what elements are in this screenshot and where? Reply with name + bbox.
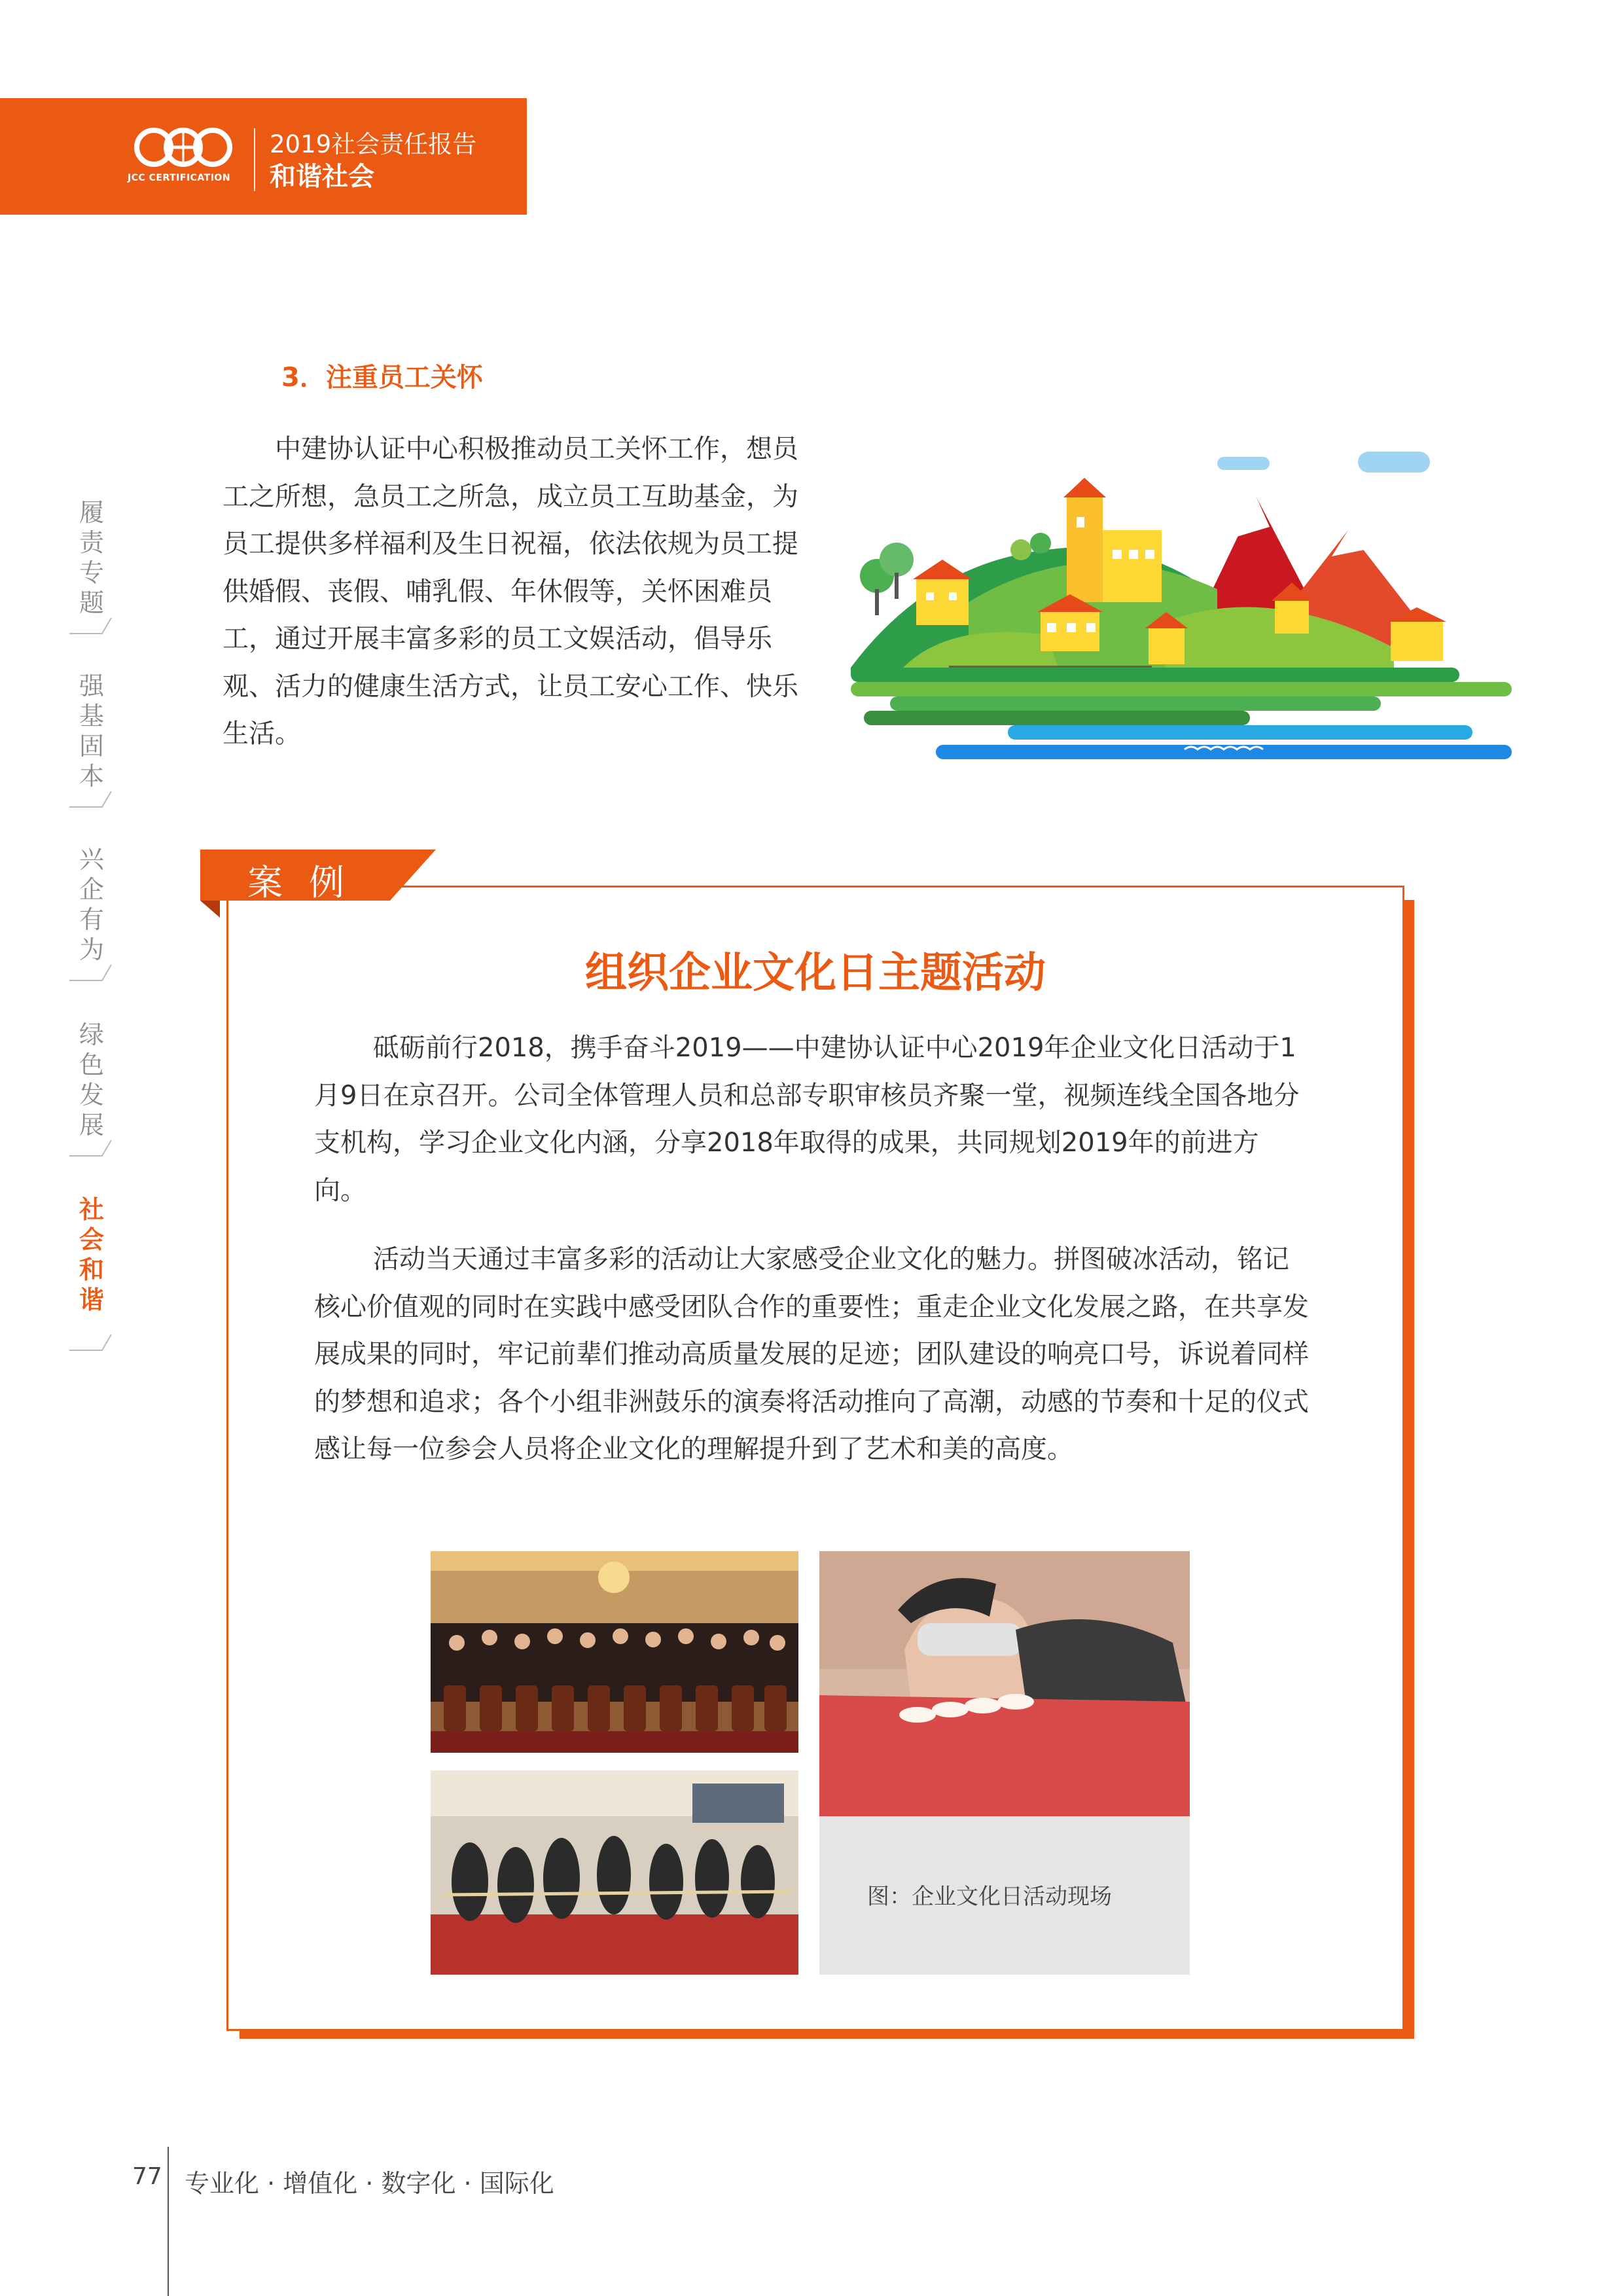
page-number: 77 (132, 2163, 162, 2190)
footer-slogan: 专业化 · 增值化 · 数字化 · 国际化 (185, 2169, 554, 2198)
case-paragraph: 砥砺前行2018，携手奋斗2019——中建协认证中心2019年企业文化日活动于1月9日在京召开。公司全体管理人员和总部专职审核员齐聚一堂，视频连线全国各地分支机构，学习企业文化内涵，分享2018年取得的成果，共同规划2019年的前进方向。 (314, 1033, 1300, 1206)
village-illustration (851, 452, 1512, 759)
side-nav-divider (69, 1332, 113, 1352)
section-heading: 3．注重员工关怀 (281, 363, 483, 393)
report-title: 2019社会责任报告 (270, 130, 477, 158)
side-nav-item-fulfill[interactable]: 履责专题 (79, 498, 104, 617)
side-nav-item-green[interactable]: 绿色发展 (79, 1020, 104, 1139)
section-paragraph: 中建协认证中心积极推动员工关怀工作，想员工之所想，急员工之所急，成立员工互助基金，为员工提供多样福利及生日祝福，依法依规为员工提供婚假、丧假、哺乳假、年休假等，关怀困难员工，通过开展丰富多彩的员工文娱活动，倡导乐观、活力的健康生活方式，让员工安心工作、快乐生活。 (223, 434, 798, 749)
drum-performance-photo (431, 1551, 798, 1753)
header-divider (254, 128, 255, 191)
side-nav-item-society[interactable]: 社会和谐 (79, 1195, 104, 1314)
side-nav-divider (69, 789, 113, 808)
chapter-title: 和谐社会 (270, 162, 374, 192)
tug-of-war-photo (431, 1770, 798, 1975)
side-nav-item-foundation[interactable]: 强基固本 (79, 672, 104, 791)
photo-caption: 图：企业文化日活动现场 (867, 1884, 1112, 1910)
case-title: 组织企业文化日主题活动 (585, 949, 1046, 997)
case-label: 案例 (247, 862, 370, 903)
logo-text: JCC CERTIFICATION (128, 173, 231, 183)
side-nav-divider (69, 962, 113, 982)
game-activity-photo (819, 1551, 1190, 1816)
jcc-logo-icon (131, 124, 236, 170)
side-nav-divider (69, 615, 113, 635)
case-paragraph: 活动当天通过丰富多彩的活动让大家感受企业文化的魅力。拼图破冰活动，铭记核心价值观的同时在实践中感受团队合作的重要性；重走企业文化发展之路，在共享发展成果的同时，牢记前辈们推动高质量发展的足迹；团队建设的响亮口号，诉说着同样的梦想和追求；各个小组非洲鼓乐的演奏将活动推向了高潮，动感的节奏和十足的仪式感让每一位参会人员将企业文化的理解提升到了艺术和美的高度。 (314, 1244, 1309, 1464)
side-nav-item-enterprise[interactable]: 兴企有为 (79, 845, 104, 964)
footer-divider (168, 2147, 169, 2296)
side-nav-divider (69, 1138, 113, 1157)
